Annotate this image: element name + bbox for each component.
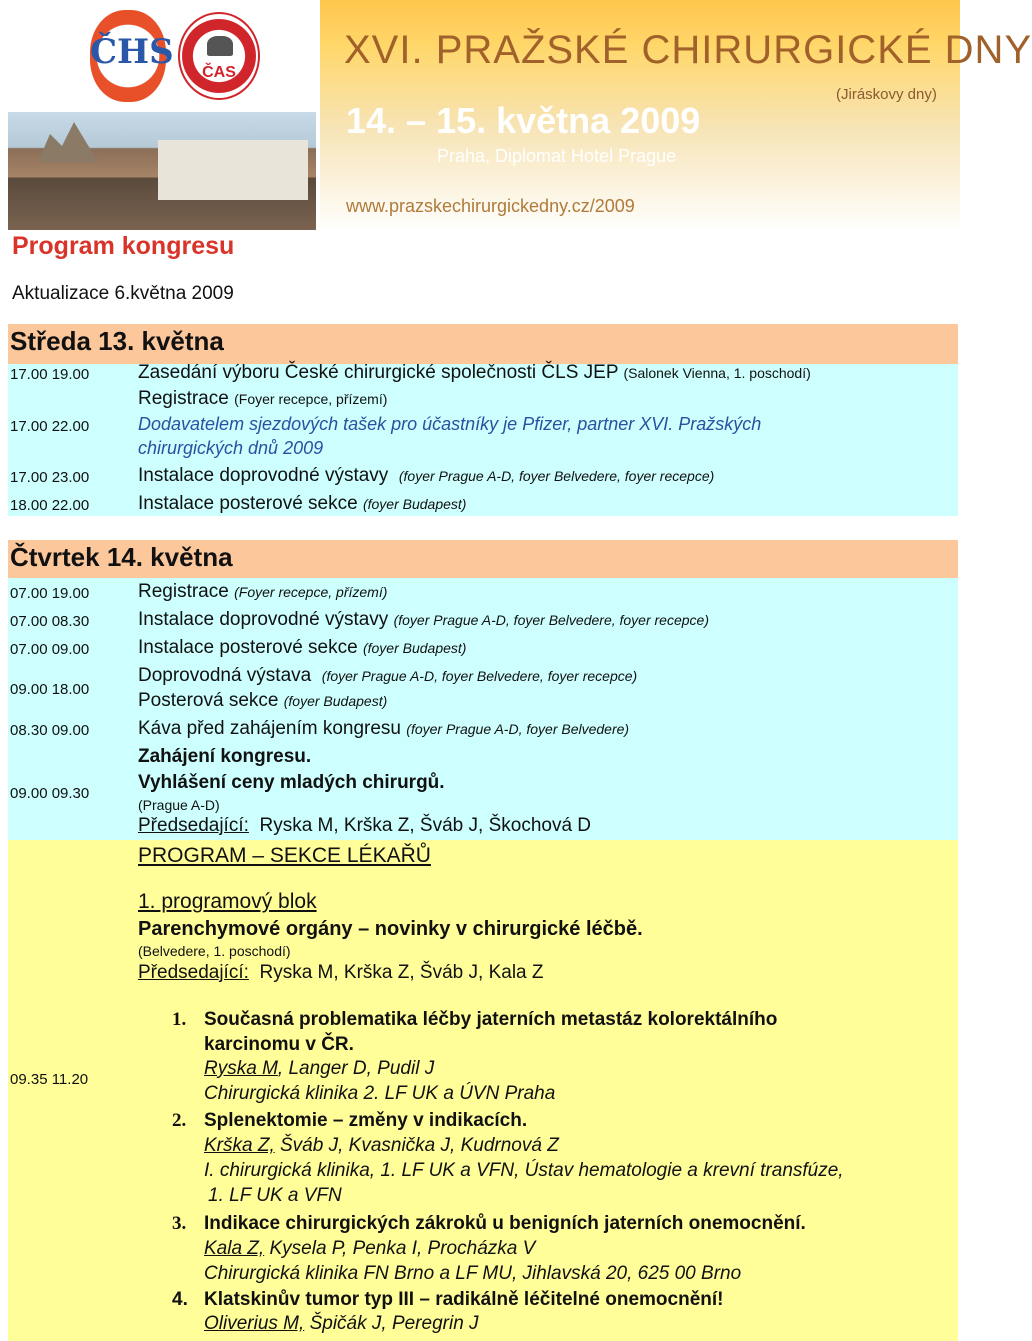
talk-authors: Kala Z, Kysela P, Penka I, Procházka V: [204, 1238, 536, 1259]
talk-title-cont: karcinomu v ČR.: [204, 1034, 354, 1055]
block-room: (Belvedere, 1. poschodí): [138, 943, 291, 959]
congress-title: XVI. PRAŽSKÉ CHIRURGICKÉ DNY: [344, 28, 1032, 72]
talk-affiliation: Chirurgická klinika 2. LF UK a ÚVN Praha: [204, 1083, 556, 1104]
chs-logo: ČHS: [90, 10, 166, 102]
program-title: Program kongresu: [12, 232, 235, 260]
congress-venue: Praha, Diplomat Hotel Prague: [437, 146, 677, 166]
event-row: Registrace (Foyer recepce, přízemí): [138, 388, 388, 409]
program-heading: PROGRAM – SEKCE LÉKAŘŮ: [138, 844, 431, 867]
talk-affiliation: I. chirurgická klinika, 1. LF UK a VFN, Ústav hematologie a krevní transfúze,: [204, 1160, 844, 1181]
header-photo: [8, 112, 316, 230]
room-note: (Prague A-D): [138, 797, 220, 813]
talk-title: Indikace chirurgických zákroků u benigních jaterních onemocnění.: [204, 1213, 806, 1234]
time-slot: 17.00 22.00: [10, 418, 90, 435]
event-row: Instalace posterové sekce (foyer Budapest): [138, 637, 467, 658]
talk-affiliation-cont: 1. LF UK a VFN: [208, 1185, 342, 1206]
talk-authors: Krška Z, Šváb J, Kvasnička J, Kudrnová Z: [204, 1135, 559, 1156]
sponsor-note-cont: chirurgických dnů 2009: [138, 438, 324, 458]
block-chairs: Předsedající: Ryska M, Krška Z, Šváb J, Kala Z: [138, 962, 544, 983]
header-logos: [8, 6, 316, 106]
cas-logo: ČAS: [178, 12, 260, 100]
talk-number: 3.: [172, 1213, 187, 1234]
event-row: Doprovodná výstava (foyer Prague A-D, foyer Belvedere, foyer recepce): [138, 665, 638, 686]
talk-number: 1.: [172, 1009, 187, 1030]
time-slot: 08.30 09.00: [10, 722, 90, 739]
opening-title: Zahájení kongresu.: [138, 746, 312, 767]
event-row: Zasedání výboru České chirurgické společnosti ČLS JEP (Salonek Vienna, 1. poschodí): [138, 362, 811, 383]
time-slot: 17.00 19.00: [10, 366, 90, 383]
event-row: Instalace posterové sekce (foyer Budapest): [138, 493, 467, 514]
time-slot: 09.00 09.30: [10, 785, 90, 802]
congress-url[interactable]: www.prazskechirurgickedny.cz/2009: [346, 196, 635, 216]
event-row: Instalace doprovodné výstavy (foyer Prague A-D, foyer Belvedere, foyer recepce): [138, 465, 715, 486]
chairs-row: Předsedající: Ryska M, Krška Z, Šváb J, Škochová D: [138, 815, 592, 836]
award-title: Vyhlášení ceny mladých chirurgů.: [138, 772, 445, 793]
time-slot: 07.00 19.00: [10, 585, 90, 602]
block-label: 1. programový blok: [138, 890, 317, 913]
time-slot: 09.00 18.00: [10, 681, 90, 698]
event-row: Káva před zahájením kongresu (foyer Prague A-D, foyer Belvedere): [138, 718, 630, 739]
talk-authors: Oliverius M, Špičák J, Peregrin J: [204, 1313, 479, 1334]
talk-title: Klatskinův tumor typ III – radikálně léčitelné onemocnění!: [204, 1289, 724, 1310]
talk-number: 4.: [172, 1289, 188, 1310]
event-row: Instalace doprovodné výstavy (foyer Prague A-D, foyer Belvedere, foyer recepce): [138, 609, 709, 630]
day-heading-wednesday: Středa 13. května: [8, 324, 958, 364]
update-date: Aktualizace 6.května 2009: [12, 283, 234, 304]
sponsor-note: Dodavatelem sjezdových tašek pro účastníky je Pfizer, partner XVI. Pražských: [138, 414, 762, 434]
talk-title: Současná problematika léčby jaterních metastáz kolorektálního: [204, 1009, 778, 1030]
time-slot: 18.00 22.00: [10, 497, 90, 514]
block-title: Parenchymové orgány – novinky v chirurgické léčbě.: [138, 918, 643, 940]
congress-subtitle: (Jiráskovy dny): [836, 86, 937, 103]
lamp-icon: [207, 36, 233, 56]
talk-affiliation: Chirurgická klinika FN Brno a LF MU, Jihlavská 20, 625 00 Brno: [204, 1263, 742, 1284]
talk-title: Splenektomie – změny v indikacích.: [204, 1110, 528, 1131]
time-slot: 07.00 08.30: [10, 613, 90, 630]
day-heading-thursday: Čtvrtek 14. května: [8, 540, 958, 578]
talk-number: 2.: [172, 1110, 187, 1131]
time-slot: 17.00 23.00: [10, 469, 90, 486]
event-row: Registrace (Foyer recepce, přízemí): [138, 581, 388, 602]
event-row: Posterová sekce (foyer Budapest): [138, 690, 388, 711]
time-slot: 09.35 11.20: [10, 1071, 89, 1088]
talk-authors: Ryska M, Langer D, Pudil J: [204, 1058, 435, 1079]
congress-dates: 14. – 15. května 2009: [346, 100, 701, 141]
time-slot: 07.00 09.00: [10, 641, 90, 658]
